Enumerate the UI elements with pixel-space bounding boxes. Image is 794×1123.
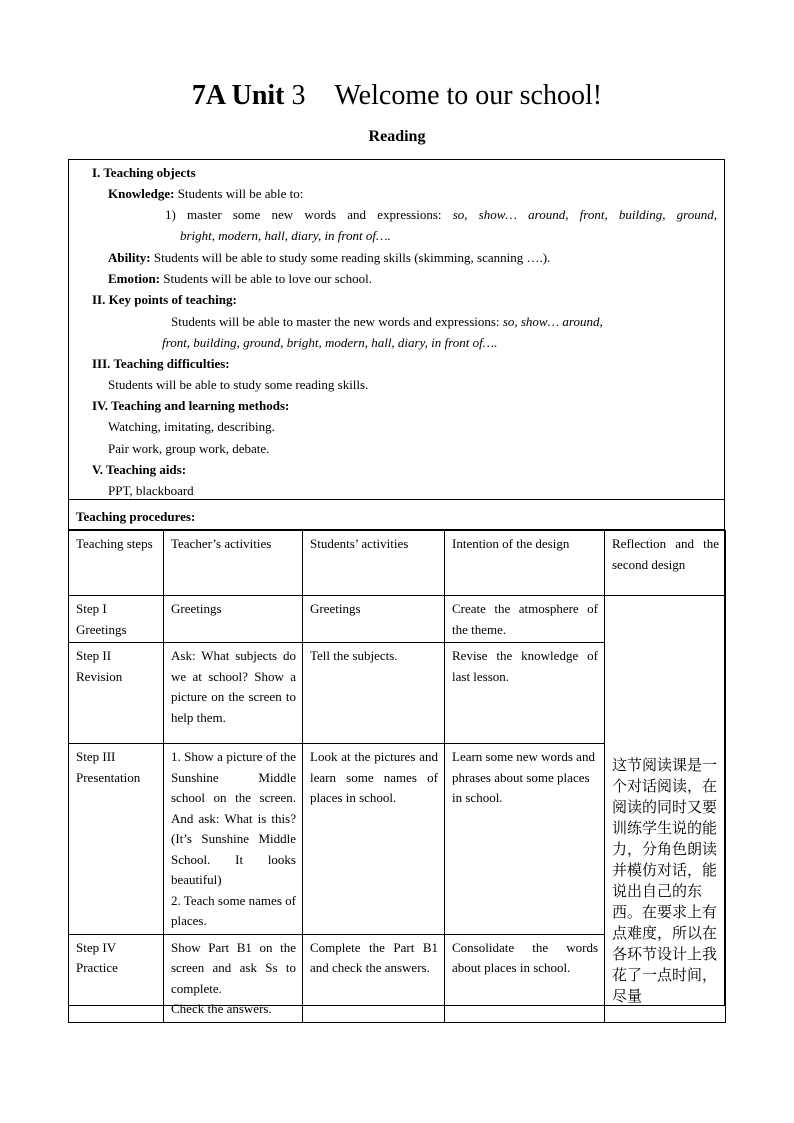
section-heading-difficulties: III. Teaching difficulties: xyxy=(92,356,230,371)
teacher-cell-line-2: Check the answers. xyxy=(171,1001,272,1016)
intention-cell: Create the atmosphere of the theme. xyxy=(445,596,605,643)
knowledge-item-1 xyxy=(165,207,717,223)
intention-cell: Consolidate the words about places in school. xyxy=(445,934,605,1022)
title-unit-number: 3 xyxy=(291,80,306,111)
section-heading-methods: IV. Teaching and learning methods: xyxy=(92,398,290,413)
step-cell: Step III Presentation xyxy=(69,744,164,935)
students-cell: Greetings xyxy=(303,596,445,643)
emotion-line xyxy=(108,271,372,287)
teacher-cell-line-1: Show Part B1 on the screen and ask Ss to complete. xyxy=(171,939,296,996)
reflection-cell: 这节阅读课是一个对话阅读，在阅读的同时又要训练学生说的能力，分角色朗读并模仿对话，能说出自己的东西。在要求上有点难度，所以在各环节设计上我花了一点时间，尽量 xyxy=(605,596,726,1023)
teacher-cell: Greetings xyxy=(164,596,303,643)
students-cell: Look at the pictures and learn some names of places in school. xyxy=(303,744,445,935)
table-header-row xyxy=(69,531,726,596)
section-heading-key-points: II. Key points of teaching: xyxy=(92,292,237,307)
procedures-heading-row xyxy=(69,500,724,530)
step-cell: Step I Greetings xyxy=(69,596,164,643)
students-cell: Complete the Part B1 and check the answers. xyxy=(303,934,445,1022)
ability-label: Ability: xyxy=(108,250,151,265)
header-students-activities: Students’ activities xyxy=(303,531,445,596)
knowledge-item-1-words: so, show… around, front, building, ground, xyxy=(452,207,717,222)
knowledge-text: Students will be able to: xyxy=(177,186,304,201)
teacher-cell xyxy=(164,744,303,935)
title-text: Welcome to our school! xyxy=(334,80,603,111)
emotion-label: Emotion: xyxy=(108,271,160,286)
ability-text: Students will be able to study some reading skills (skimming, scanning ….). xyxy=(153,250,551,265)
teaching-objects-box xyxy=(68,159,725,500)
teacher-cell-line-2: 2. Teach some names of places. xyxy=(171,892,296,928)
document-subtitle: Reading xyxy=(368,128,426,145)
header-reflection: Reflection and the second design xyxy=(605,531,726,596)
teacher-cell xyxy=(164,934,303,1022)
step-cell: Step II Revision xyxy=(69,643,164,744)
teacher-cell: Ask: What subjects do we at school? Show a picture on the screen to help them. xyxy=(164,643,303,744)
key-points-words: so, show… around, xyxy=(502,314,603,329)
key-points-line xyxy=(171,314,603,330)
methods-line-1: Watching, imitating, describing. xyxy=(108,419,275,434)
key-points-text: Students will be able to master the new words and expressions: xyxy=(171,314,500,329)
emotion-text: Students will be able to love our school. xyxy=(163,271,372,286)
knowledge-label: Knowledge: xyxy=(108,186,175,201)
knowledge-line xyxy=(108,186,303,202)
document-title xyxy=(0,80,794,112)
step-cell: Step IV Practice xyxy=(69,934,164,1022)
procedures-table xyxy=(68,530,726,1023)
table-row xyxy=(69,596,726,643)
teacher-cell-line-1: 1. Show a picture of the Sunshine Middle school on the screen. And ask: What is this? (It’s Sunshine Middle School. It looks beautiful) xyxy=(171,749,296,887)
key-points-continued: front, building, ground, bright, modern, hall, diary, in front of…. xyxy=(162,335,498,350)
section-heading-objects: I. Teaching objects xyxy=(92,165,196,180)
knowledge-item-1-continued: bright, modern, hall, diary, in front of…. xyxy=(180,228,391,243)
difficulties-text: Students will be able to study some reading skills. xyxy=(108,377,369,392)
intention-cell: Revise the knowledge of last lesson. xyxy=(445,643,605,744)
knowledge-item-1-prefix: 1) master some new words and expressions: xyxy=(165,207,442,222)
header-intention: Intention of the design xyxy=(445,531,605,596)
methods-line-2: Pair work, group work, debate. xyxy=(108,441,270,456)
aids-text: PPT, blackboard xyxy=(108,483,194,498)
ability-line xyxy=(108,250,550,266)
section-heading-aids: V. Teaching aids: xyxy=(92,462,187,477)
procedures-heading: Teaching procedures: xyxy=(76,509,196,524)
students-cell: Tell the subjects. xyxy=(303,643,445,744)
title-unit: 7A Unit xyxy=(191,80,285,111)
intention-cell: Learn some new words and phrases about some places in school. xyxy=(445,744,605,935)
header-teaching-steps: Teaching steps xyxy=(69,531,164,596)
header-teacher-activities: Teacher’s activities xyxy=(164,531,303,596)
